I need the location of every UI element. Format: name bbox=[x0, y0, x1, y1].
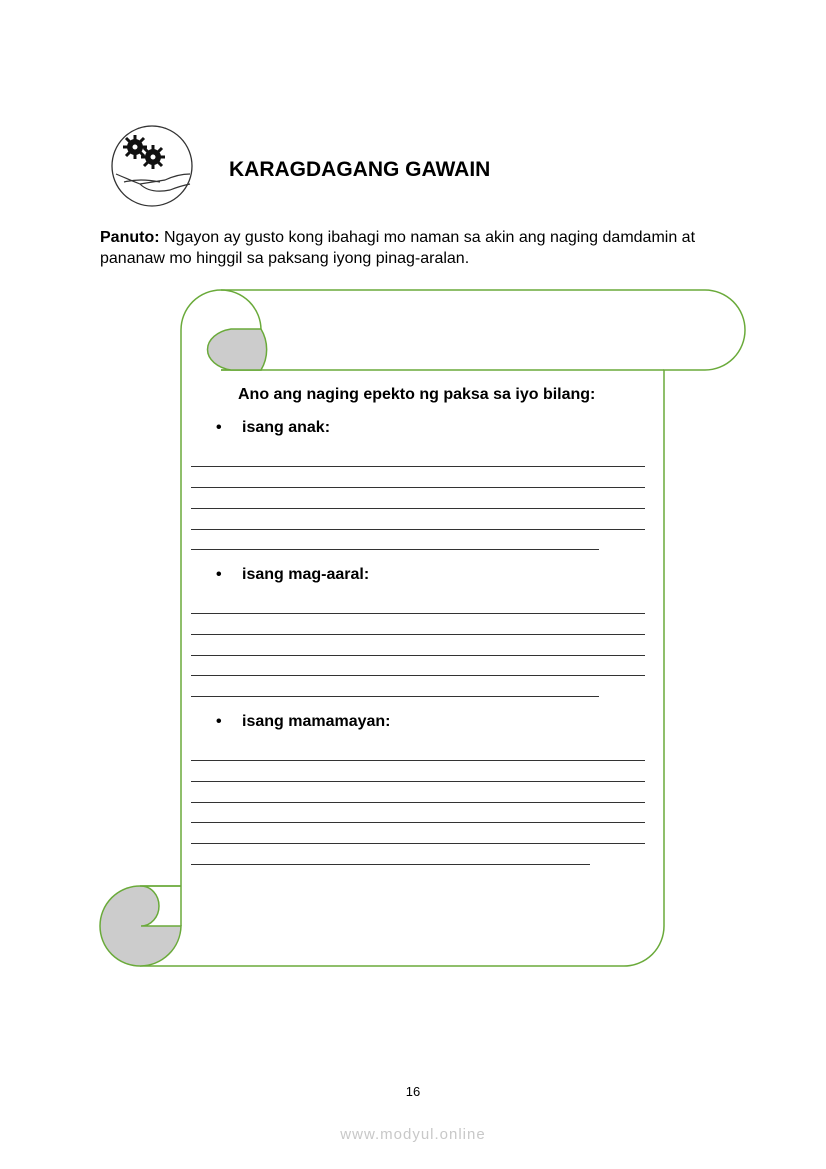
answer-line[interactable] bbox=[191, 549, 599, 550]
answer-line[interactable] bbox=[191, 529, 645, 530]
item-label-mag-aaral: isang mag-aaral: bbox=[242, 566, 370, 583]
instructions-label: Panuto: bbox=[100, 229, 160, 246]
answer-line[interactable] bbox=[191, 675, 645, 676]
answer-line[interactable] bbox=[191, 655, 645, 656]
item-label-anak: isang anak: bbox=[242, 419, 331, 436]
answer-line[interactable] bbox=[191, 781, 645, 782]
answer-line[interactable] bbox=[191, 760, 645, 761]
answer-line[interactable] bbox=[191, 487, 645, 488]
instructions-text: Ngayon ay gusto kong ibahagi mo naman sa akin ang naging damdamin at pananaw mo hinggil sa paksang iyong pinag-aralan. bbox=[100, 229, 696, 267]
answer-line[interactable] bbox=[191, 864, 590, 865]
answer-line[interactable] bbox=[191, 508, 645, 509]
answer-line[interactable] bbox=[191, 822, 645, 823]
scroll-question: Ano ang naging epekto ng paksa sa iyo bilang: bbox=[238, 386, 596, 403]
page-number: 16 bbox=[405, 1084, 421, 1099]
bullet-icon: • bbox=[216, 713, 222, 730]
answer-line[interactable] bbox=[191, 696, 599, 697]
item-label-mamamayan: isang mamamayan: bbox=[242, 713, 391, 730]
answer-line[interactable] bbox=[191, 466, 645, 467]
answer-line[interactable] bbox=[191, 802, 645, 803]
watermark: www.modyul.online bbox=[340, 1126, 486, 1143]
page-title: KARAGDAGANG GAWAIN bbox=[229, 158, 491, 181]
answer-line[interactable] bbox=[191, 843, 645, 844]
answer-line[interactable] bbox=[191, 613, 645, 614]
bullet-icon: • bbox=[216, 566, 222, 583]
bullet-icon: • bbox=[216, 419, 222, 436]
answer-line[interactable] bbox=[191, 634, 645, 635]
